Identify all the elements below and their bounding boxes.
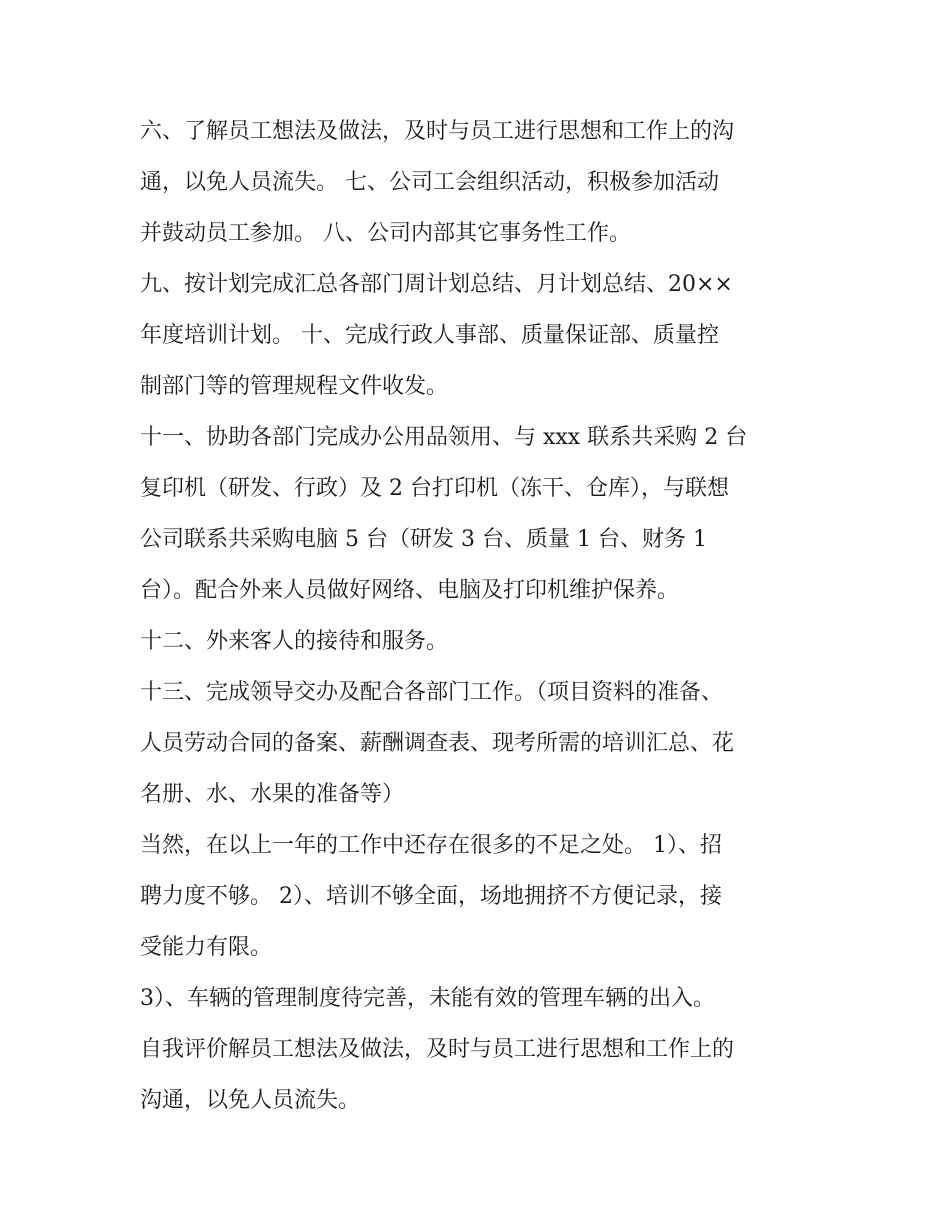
text-line: 台）。配合外来人员做好网络、电脑及打印机维护保养。 [140, 578, 680, 603]
text-line: 十三、完成领导交办及配合各部门工作。（项目资料的准备、 [140, 680, 724, 705]
text-line: 人员劳动合同的备案、薪酬调查表、现考所需的培训汇总、花 [140, 731, 735, 756]
text-line: 聘力度不够。 2）、培训不够全面，场地拥挤不方便记录，接 [140, 884, 722, 909]
text-line: 受能力有限。 [140, 935, 273, 960]
text-line: 名册、水、水果的准备等） [140, 782, 405, 807]
document-body [140, 106, 830, 1126]
text-line: 沟通，以免人员流失。 [140, 1088, 361, 1113]
text-line: 3）、车辆的管理制度待完善，未能有效的管理车辆的出入。 [140, 986, 715, 1011]
text-line: 通，以免人员流失。 七、公司工会组织活动，积极参加活动 [140, 170, 719, 195]
text-line: 九、按计划完成汇总各部门周计划总结、月计划总结、20×× [140, 272, 733, 297]
text-line: 公司联系共采购电脑 5 台（研发 3 台、质量 1 台、财务 1 [140, 527, 707, 552]
text-line: 十一、协助各部门完成办公用品领用、与 xxx 联系共采购 2 台 [140, 425, 748, 450]
text-line: 六、了解员工想法及做法，及时与员工进行思想和工作上的沟 [140, 119, 735, 144]
text-line: 年度培训计划。 十、完成行政人事部、质量保证部、质量控 [140, 323, 719, 348]
text-line: 自我评价解员工想法及做法，及时与员工进行思想和工作上的 [140, 1037, 735, 1062]
text-line: 并鼓动员工参加。 八、公司内部其它事务性工作。 [140, 221, 631, 246]
text-line: 制部门等的管理规程文件收发。 [140, 374, 449, 399]
text-line: 复印机（研发、行政）及 2 台打印机（冻干、仓库），与联想 [140, 476, 729, 501]
text-line: 当然，在以上一年的工作中还存在很多的不足之处。 1）、招 [140, 833, 722, 858]
text-line: 十二、外来客人的接待和服务。 [140, 629, 449, 654]
